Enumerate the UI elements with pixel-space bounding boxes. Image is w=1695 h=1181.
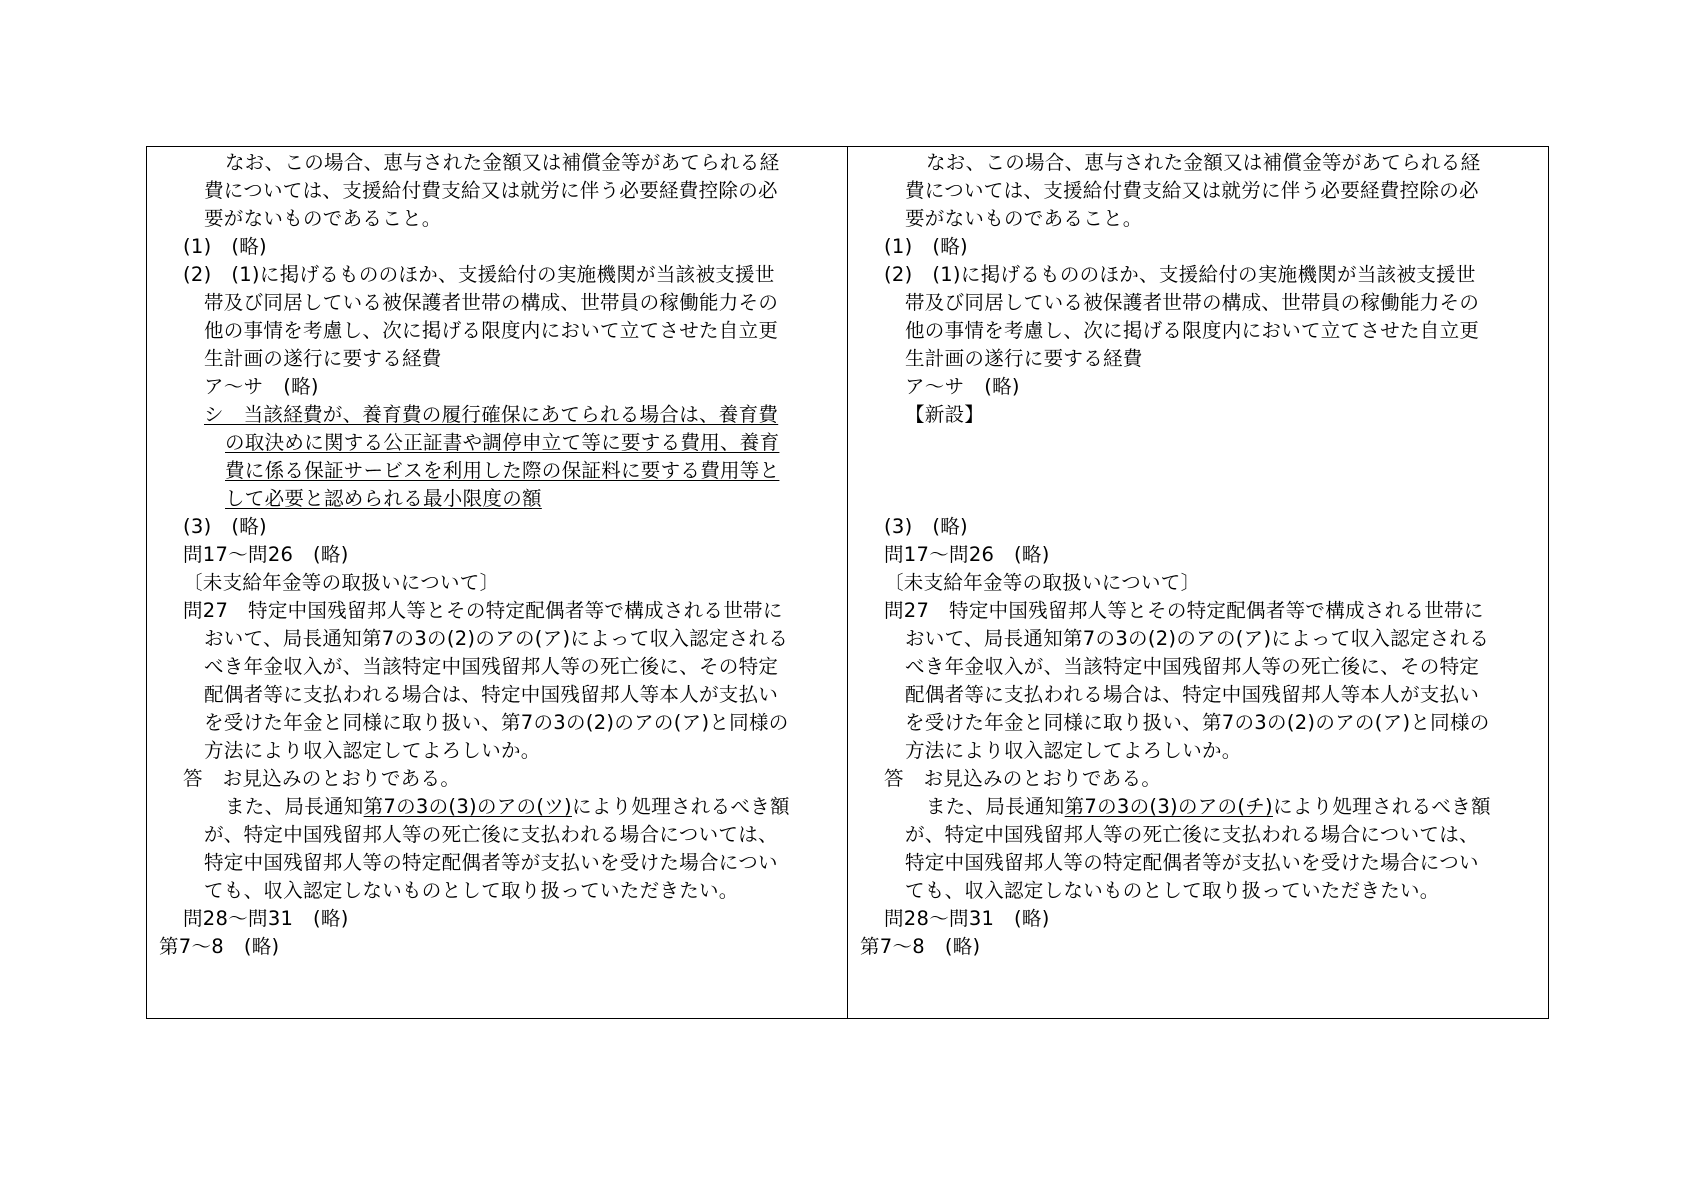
text-line: 要がないものであること。 — [905, 207, 1143, 230]
text-line: ても、収入認定しないものとして取り扱っていただきたい。 — [905, 879, 1440, 902]
text-line: 費に係る保証サービスを利用した際の保証料に要する費用等と — [225, 459, 780, 482]
current-column — [848, 147, 1548, 1018]
text-line: 方法により収入認定してよろしいか。 — [905, 739, 1242, 762]
text-segment: また、局長通知 — [225, 795, 364, 818]
section-heading: 〔未支給年金等の取扱いについて〕 — [183, 571, 500, 594]
answer: 答 お見込みのとおりである。 — [183, 767, 461, 790]
text-line: 費については、支援給付費支給又は就労に伴う必要経費控除の必 — [905, 179, 1479, 202]
answer: 答 お見込みのとおりである。 — [884, 767, 1162, 790]
question-27: 問27 特定中国残留邦人等とその特定配偶者等で構成される世帯に — [183, 599, 783, 622]
item-2: (2) (1)に掲げるもののほか、支援給付の実施機関が当該被支援世 — [884, 263, 1476, 286]
sub-item-shi: シ 当該経費が、養育費の履行確保にあてられる場合は、養育費 — [204, 403, 779, 426]
text-line — [926, 793, 1491, 821]
section-heading: 〔未支給年金等の取扱いについて〕 — [884, 571, 1201, 594]
text-line: 要がないものであること。 — [204, 207, 442, 230]
text-line: べき年金収入が、当該特定中国残留邦人等の死亡後に、その特定 — [905, 655, 1480, 678]
section-7-8: 第7～8 (略) — [159, 935, 280, 958]
text-line: 特定中国残留邦人等の特定配偶者等が支払いを受けた場合につい — [204, 851, 778, 874]
text-line: なお、この場合、恵与された金額又は補償金等があてられる経 — [926, 151, 1481, 174]
text-line: 方法により収入認定してよろしいか。 — [204, 739, 541, 762]
text-line: が、特定中国残留邦人等の死亡後に支払われる場合については、 — [204, 823, 778, 846]
text-line: 配偶者等に支払われる場合は、特定中国残留邦人等本人が支払い — [204, 683, 779, 706]
text-line: 他の事情を考慮し、次に掲げる限度内において立てさせた自立更 — [905, 319, 1480, 342]
text-line: を受けた年金と同様に取り扱い、第7の3の(2)のアの(ア)と同様の — [905, 711, 1490, 734]
item-3: (3) (略) — [884, 515, 968, 538]
text-line: ても、収入認定しないものとして取り扱っていただきたい。 — [204, 879, 739, 902]
text-line: おいて、局長通知第7の3の(2)のアの(ア)によって収入認定される — [204, 627, 789, 650]
item-1: (1) (略) — [183, 235, 267, 258]
item-1: (1) (略) — [884, 235, 968, 258]
sub-item-a-sa: ア～サ (略) — [204, 375, 319, 398]
section-7-8: 第7～8 (略) — [860, 935, 981, 958]
question-17-26: 問17～問26 (略) — [183, 543, 349, 566]
text-segment: により処理されるべき額 — [1272, 795, 1491, 818]
text-line: 他の事情を考慮し、次に掲げる限度内において立てさせた自立更 — [204, 319, 779, 342]
amended-reference: 第7の3の(3)のアの(チ) — [1064, 795, 1273, 818]
text-line: 生計画の遂行に要する経費 — [204, 347, 442, 370]
sub-item-a-sa: ア～サ (略) — [905, 375, 1020, 398]
text-line: して必要と認められる最小限度の額 — [225, 487, 542, 510]
text-line: 帯及び同居している被保護者世帯の構成、世帯員の稼働能力その — [905, 291, 1480, 314]
question-28-31: 問28～問31 (略) — [884, 907, 1050, 930]
text-line: おいて、局長通知第7の3の(2)のアの(ア)によって収入認定される — [905, 627, 1490, 650]
text-line: 費については、支援給付費支給又は就労に伴う必要経費控除の必 — [204, 179, 778, 202]
text-segment: また、局長通知 — [926, 795, 1065, 818]
item-3: (3) (略) — [183, 515, 267, 538]
revised-column — [147, 147, 847, 1018]
text-line: 帯及び同居している被保護者世帯の構成、世帯員の稼働能力その — [204, 291, 779, 314]
text-line: 特定中国残留邦人等の特定配偶者等が支払いを受けた場合につい — [905, 851, 1479, 874]
text-line: が、特定中国残留邦人等の死亡後に支払われる場合については、 — [905, 823, 1479, 846]
text-line: 配偶者等に支払われる場合は、特定中国残留邦人等本人が支払い — [905, 683, 1480, 706]
text-line: 生計画の遂行に要する経費 — [905, 347, 1143, 370]
text-line — [225, 793, 790, 821]
question-28-31: 問28～問31 (略) — [183, 907, 349, 930]
question-17-26: 問17～問26 (略) — [884, 543, 1050, 566]
text-segment: により処理されるべき額 — [571, 795, 790, 818]
text-line: の取決めに関する公正証書や調停申立て等に要する費用、養育 — [225, 431, 780, 454]
comparison-table — [146, 146, 1549, 1019]
amended-reference: 第7の3の(3)のアの(ツ) — [363, 795, 572, 818]
text-line: なお、この場合、恵与された金額又は補償金等があてられる経 — [225, 151, 780, 174]
question-27: 問27 特定中国残留邦人等とその特定配偶者等で構成される世帯に — [884, 599, 1484, 622]
text-line: べき年金収入が、当該特定中国残留邦人等の死亡後に、その特定 — [204, 655, 779, 678]
text-line: を受けた年金と同様に取り扱い、第7の3の(2)のアの(ア)と同様の — [204, 711, 789, 734]
new-establishment-label: 【新設】 — [905, 403, 985, 426]
item-2: (2) (1)に掲げるもののほか、支援給付の実施機関が当該被支援世 — [183, 263, 775, 286]
